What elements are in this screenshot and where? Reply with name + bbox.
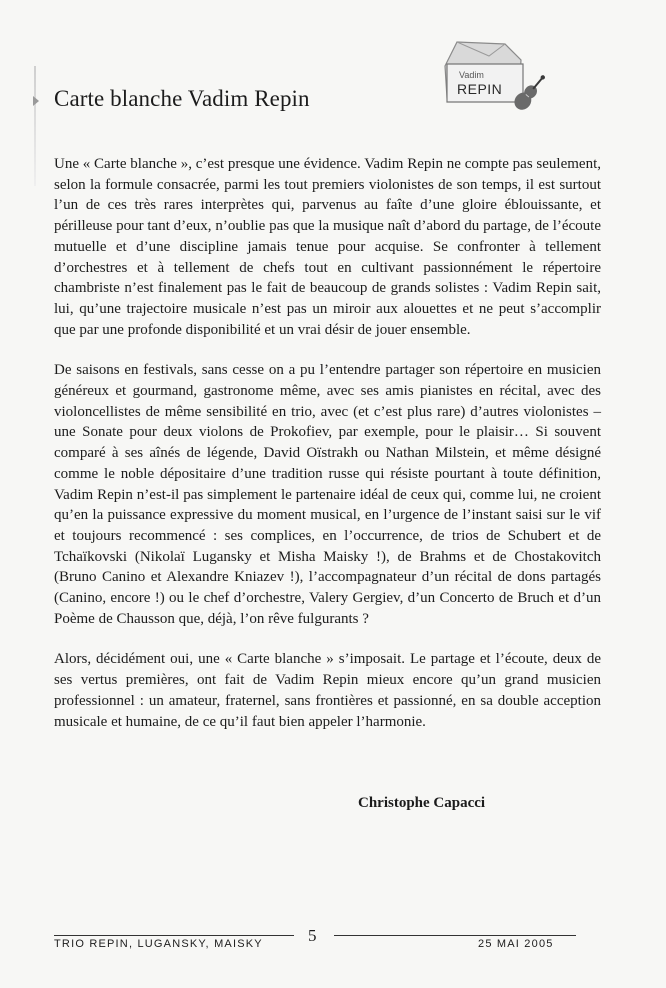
paragraph-1: Une « Carte blanche », c’est presque une évidence. Vadim Repin ne compte pas seulement, selon la formule consacrée, parmi les tout premiers violonistes de son temps, il est surtout l’un de ces très rares interprètes qui, parvenus au faîte d’une gloire éblouissante, et périlleuse pour tant d’eux, n’oublie pas que la musique naît d’abord du partage, de l’écoute mutuelle et d’une discipline jamais tenue pour acquise. Se confronter à tellement d’orchestres et à tellement de chefs tout en cultivant passionnément le répertoire chambriste n’est finalement pas le fait de beaucoup de grands solistes : Vadim Repin sait, lui, qu’une trajectoire musicale n’est pas un miroir aux alouettes et ne peut s’accomplir que par une profonde disponibilité et un vrai désir de jouer ensemble. [54,156,601,338]
page-title: Carte blanche Vadim Repin [54,86,310,111]
page-number: 5 [308,926,317,945]
footer-date: 25 MAI 2005 [478,938,554,950]
footer-rule-left [54,935,294,936]
logo-name-small: Vadim [459,70,484,80]
violin-icon [503,70,553,120]
article-body [54,154,601,752]
title-marker-icon [33,96,39,106]
left-margin-rule [34,66,36,186]
author-signature: Christophe Capacci [358,795,486,811]
logo-name-big: REPIN [457,81,503,97]
paragraph-2: De saisons en festivals, sans cesse on a pu l’entendre partager son répertoire en musicien généreux et gourmand, gastronome même, avec ses amis pianistes en récital, avec des violoncellistes de même sensibilité en trio, avec (et c’est plus rare) d’autres violonistes – une Sonate pour deux violons de Prokofiev, par exemple, pour le plaisir… Si souvent comparé à ses aînés de légende, David Oïstrakh ou Nathan Milstein, et même désigné comme le noble dépositaire d’une tradition russe qui résiste pourtant à toute définition, Vadim Repin n’est-il pas simplement le partenaire idéal de ceux qui, comme lui, ne croient qu’en la puissance expressive du moment musical, en l’urgence de l’instant saisi sur le vif et toujours recommencé : ses complices, en l’occurrence, de trios de Schubert et de Tchaïkovski (Nikolaï Lugansky et Misha Maisky !), de Brahms et de Chostakovitch (Bruno Canino et Alexandre Kniazev !), l’accompagnateur d’un récital de dons partagés (Canino, encore !) ou le chef d’orchestre, Valery Gergiev, d’un Concerto de Bruch et d’un Poème de Chausson que, déjà, l’on rêve fulgurants ? [54,362,601,627]
repin-logo [443,40,555,120]
paragraph-3: Alors, décidément oui, une « Carte blanche » s’imposait. Le partage et l’écoute, deux de ses vertus premières, ont fait de Vadim Repin mieux encore qu’un grand musicien professionnel : un amateur, fraternel, sans frontières et passionné, en sa double acception musicale et humaine, de ce qu’il faut bien appeler l’harmonie. [54,651,601,730]
footer-program-title: TRIO REPIN, LUGANSKY, MAISKY [54,938,263,950]
footer-rule-right [334,935,576,936]
